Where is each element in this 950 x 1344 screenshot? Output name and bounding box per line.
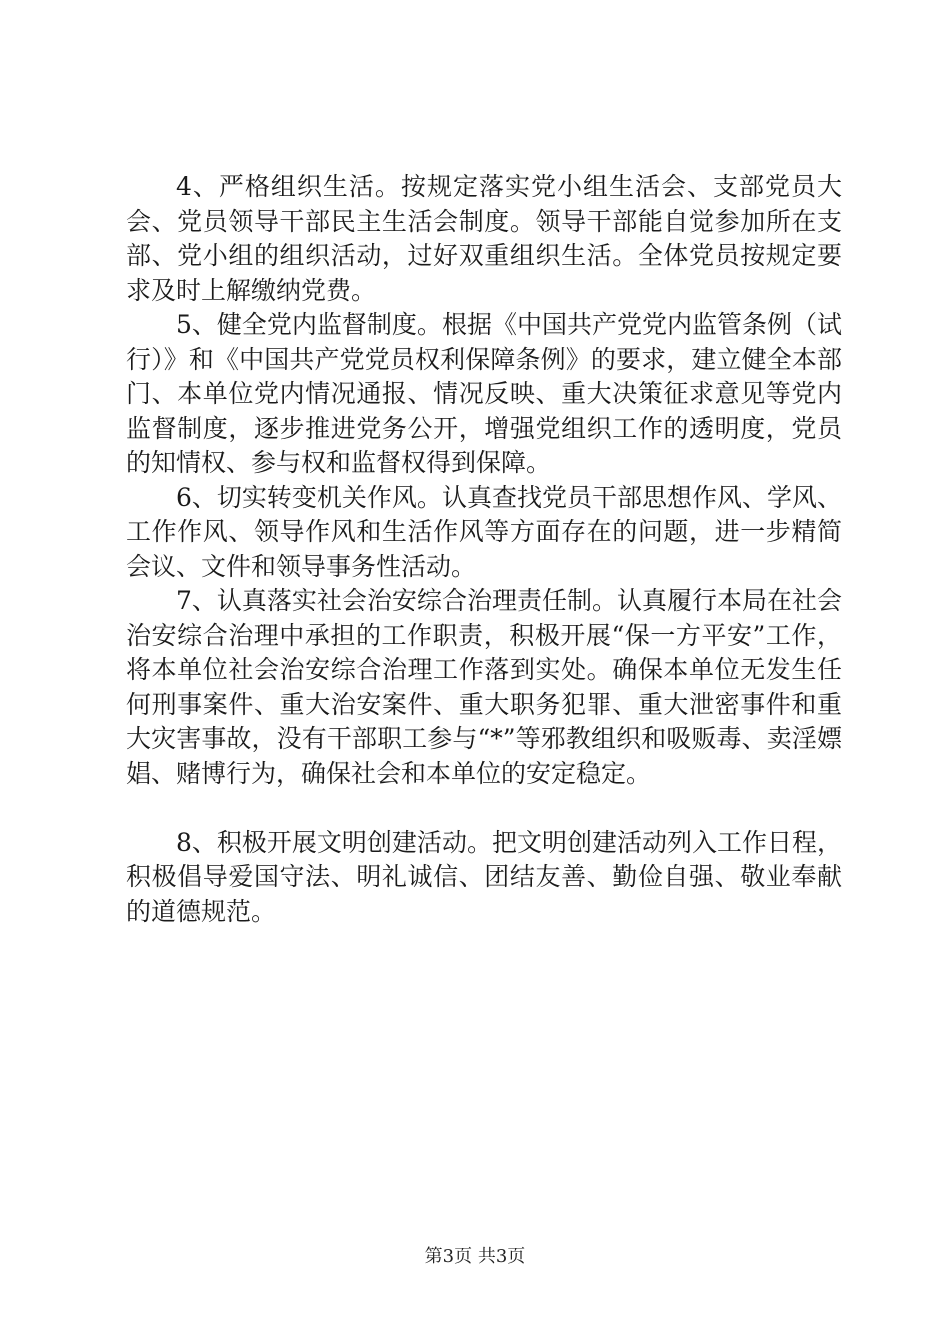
- paragraph-item-6: 6、切实转变机关作风。认真查找党员干部思想作风、学风、工作作风、领导作风和生活作风等方面存在的问题，进一步精简会议、文件和领导事务性活动。: [126, 482, 842, 581]
- paragraph-item-5: 5、健全党内监督制度。根据《中国共产党党内监管条例（试行）》和《中国共产党党员权利保障条例》的要求，建立健全本部门、本单位党内情况通报、情况反映、重大决策征求意见等党内监督制度，逐步推进党务公开，增强党组织工作的透明度，党员的知情权、参与权和监督权得到保障。: [126, 310, 842, 477]
- document-body: [126, 170, 842, 929]
- paragraph-item-8: 8、积极开展文明创建活动。把文明创建活动列入工作日程，积极倡导爱国守法、明礼诚信、团结友善、勤俭自强、敬业奉献的道德规范。: [126, 827, 842, 926]
- page-number-footer: 第3页 共3页: [424, 1246, 526, 1267]
- paragraph-item-7: 7、认真落实社会治安综合治理责任制。认真履行本局在社会治安综合治理中承担的工作职责，积极开展“保一方平安”工作，将本单位社会治安综合治理工作落到实处。确保本单位无发生任何刑事案件、重大治安案件、重大职务犯罪、重大泄密事件和重大灾害事故，没有干部职工参与“*”等邪教组织和吸贩毒、卖淫嫖娼、赌博行为，确保社会和本单位的安定稳定。: [126, 586, 842, 788]
- paragraph-item-4: 4、严格组织生活。按规定落实党小组生活会、支部党员大会、党员领导干部民主生活会制度。领导干部能自觉参加所在支部、党小组的组织活动，过好双重组织生活。全体党员按规定要求及时上解缴纳党费。: [126, 172, 842, 305]
